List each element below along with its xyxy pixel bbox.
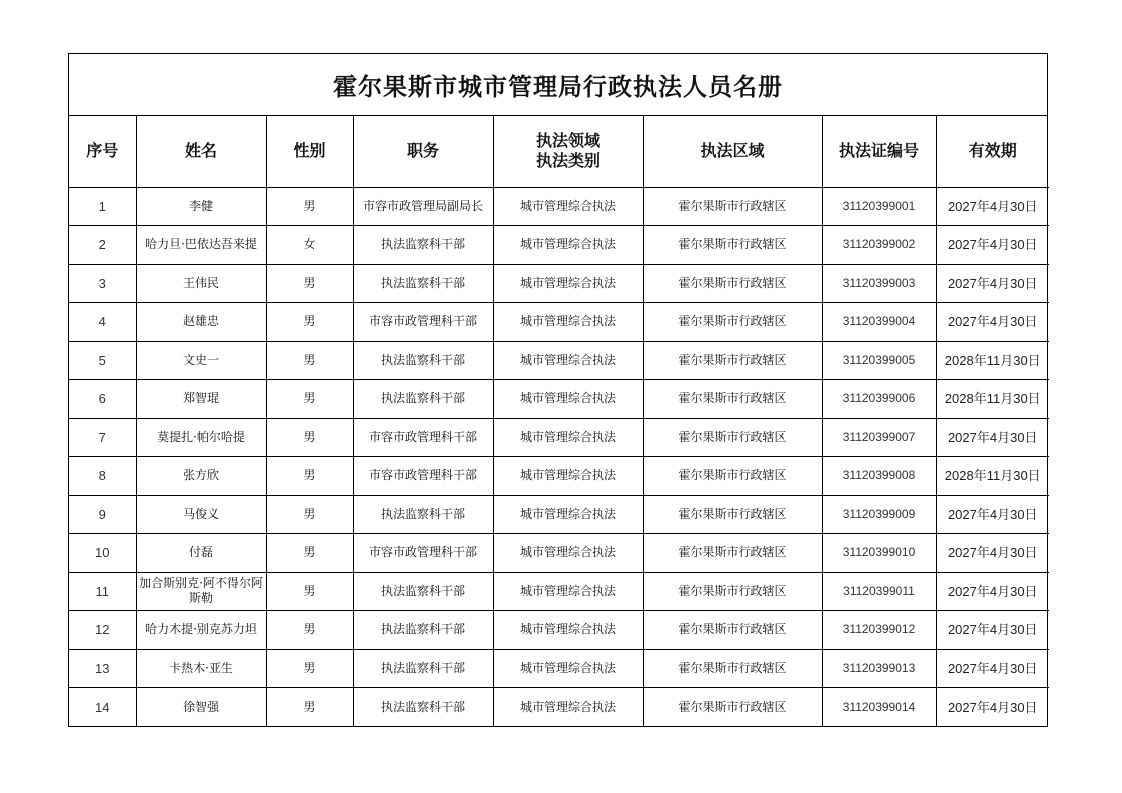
table-row [69, 495, 1049, 534]
cell-position: 执法监察科干部 [353, 611, 493, 650]
cell-cert-no: 31120399013 [822, 649, 936, 688]
cell-position: 市容市政管理局副局长 [353, 187, 493, 226]
cell-cert-no: 31120399009 [822, 495, 936, 534]
cell-name: 哈力旦·巴依达吾来提 [136, 226, 266, 265]
cell-gender: 男 [266, 303, 353, 342]
cell-domain: 城市管理综合执法 [493, 649, 643, 688]
cell-seq: 2 [69, 226, 136, 265]
cell-position: 执法监察科干部 [353, 649, 493, 688]
cell-cert-no: 31120399012 [822, 611, 936, 650]
cell-position: 执法监察科干部 [353, 226, 493, 265]
cell-gender: 男 [266, 572, 353, 611]
page-title: 霍尔果斯市城市管理局行政执法人员名册 [69, 54, 1047, 116]
cell-name: 张方欣 [136, 457, 266, 496]
cell-seq: 5 [69, 341, 136, 380]
cell-position: 执法监察科干部 [353, 380, 493, 419]
cell-valid-until: 2027年4月30日 [936, 264, 1049, 303]
cell-position: 市容市政管理科干部 [353, 457, 493, 496]
cell-region: 霍尔果斯市行政辖区 [643, 226, 822, 265]
header-valid-until: 有效期 [936, 116, 1049, 187]
cell-cert-no: 31120399011 [822, 572, 936, 611]
cell-name: 文史一 [136, 341, 266, 380]
cell-domain: 城市管理综合执法 [493, 688, 643, 727]
cell-name: 徐智强 [136, 688, 266, 727]
roster-table [69, 116, 1049, 726]
cell-valid-until: 2027年4月30日 [936, 611, 1049, 650]
cell-seq: 10 [69, 534, 136, 573]
cell-gender: 男 [266, 264, 353, 303]
table-row [69, 187, 1049, 226]
cell-name: 马俊义 [136, 495, 266, 534]
cell-position: 市容市政管理科干部 [353, 534, 493, 573]
cell-valid-until: 2027年4月30日 [936, 418, 1049, 457]
header-position: 职务 [353, 116, 493, 187]
cell-gender: 男 [266, 380, 353, 419]
cell-valid-until: 2028年11月30日 [936, 457, 1049, 496]
cell-domain: 城市管理综合执法 [493, 457, 643, 496]
cell-valid-until: 2028年11月30日 [936, 341, 1049, 380]
cell-seq: 8 [69, 457, 136, 496]
cell-name: 莫提扎·帕尔哈提 [136, 418, 266, 457]
cell-seq: 9 [69, 495, 136, 534]
cell-domain: 城市管理综合执法 [493, 341, 643, 380]
cell-position: 市容市政管理科干部 [353, 418, 493, 457]
cell-cert-no: 31120399004 [822, 303, 936, 342]
cell-domain: 城市管理综合执法 [493, 572, 643, 611]
cell-cert-no: 31120399006 [822, 380, 936, 419]
header-cert-no: 执法证编号 [822, 116, 936, 187]
cell-valid-until: 2027年4月30日 [936, 572, 1049, 611]
cell-name: 李健 [136, 187, 266, 226]
cell-position: 市容市政管理科干部 [353, 303, 493, 342]
table-row [69, 611, 1049, 650]
cell-domain: 城市管理综合执法 [493, 303, 643, 342]
cell-domain: 城市管理综合执法 [493, 380, 643, 419]
cell-valid-until: 2028年11月30日 [936, 380, 1049, 419]
cell-valid-until: 2027年4月30日 [936, 534, 1049, 573]
cell-domain: 城市管理综合执法 [493, 534, 643, 573]
header-domain-line2: 执法类别 [535, 151, 600, 171]
cell-position: 执法监察科干部 [353, 495, 493, 534]
header-domain [493, 116, 643, 187]
table-row [69, 534, 1049, 573]
header-name: 姓名 [136, 116, 266, 187]
cell-valid-until: 2027年4月30日 [936, 649, 1049, 688]
cell-region: 霍尔果斯市行政辖区 [643, 341, 822, 380]
cell-region: 霍尔果斯市行政辖区 [643, 418, 822, 457]
cell-region: 霍尔果斯市行政辖区 [643, 380, 822, 419]
cell-seq: 6 [69, 380, 136, 419]
cell-position: 执法监察科干部 [353, 341, 493, 380]
cell-region: 霍尔果斯市行政辖区 [643, 611, 822, 650]
table-row [69, 572, 1049, 611]
cell-position: 执法监察科干部 [353, 688, 493, 727]
cell-gender: 男 [266, 534, 353, 573]
cell-gender: 男 [266, 495, 353, 534]
table-row [69, 226, 1049, 265]
cell-gender: 男 [266, 187, 353, 226]
cell-gender: 男 [266, 457, 353, 496]
cell-region: 霍尔果斯市行政辖区 [643, 572, 822, 611]
cell-seq: 11 [69, 572, 136, 611]
cell-valid-until: 2027年4月30日 [936, 226, 1049, 265]
table-row [69, 457, 1049, 496]
table-row [69, 418, 1049, 457]
header-seq: 序号 [69, 116, 136, 187]
table-header-row [69, 116, 1049, 187]
roster-sheet [68, 53, 1048, 727]
table-row [69, 303, 1049, 342]
cell-name: 赵雄忠 [136, 303, 266, 342]
cell-cert-no: 31120399002 [822, 226, 936, 265]
cell-name: 王伟民 [136, 264, 266, 303]
cell-cert-no: 31120399014 [822, 688, 936, 727]
cell-region: 霍尔果斯市行政辖区 [643, 688, 822, 727]
cell-region: 霍尔果斯市行政辖区 [643, 495, 822, 534]
cell-name: 卡热木·亚生 [136, 649, 266, 688]
cell-region: 霍尔果斯市行政辖区 [643, 534, 822, 573]
cell-region: 霍尔果斯市行政辖区 [643, 187, 822, 226]
cell-gender: 男 [266, 649, 353, 688]
cell-gender: 女 [266, 226, 353, 265]
cell-name: 付磊 [136, 534, 266, 573]
header-gender: 性别 [266, 116, 353, 187]
cell-seq: 12 [69, 611, 136, 650]
cell-name: 哈力木提·别克苏力坦 [136, 611, 266, 650]
cell-gender: 男 [266, 611, 353, 650]
cell-valid-until: 2027年4月30日 [936, 187, 1049, 226]
cell-valid-until: 2027年4月30日 [936, 688, 1049, 727]
cell-region: 霍尔果斯市行政辖区 [643, 264, 822, 303]
cell-seq: 1 [69, 187, 136, 226]
table-row [69, 380, 1049, 419]
table-row [69, 341, 1049, 380]
cell-domain: 城市管理综合执法 [493, 226, 643, 265]
cell-cert-no: 31120399010 [822, 534, 936, 573]
cell-region: 霍尔果斯市行政辖区 [643, 649, 822, 688]
cell-domain: 城市管理综合执法 [493, 418, 643, 457]
cell-region: 霍尔果斯市行政辖区 [643, 303, 822, 342]
cell-region: 霍尔果斯市行政辖区 [643, 457, 822, 496]
cell-gender: 男 [266, 688, 353, 727]
cell-position: 执法监察科干部 [353, 264, 493, 303]
roster-body [69, 187, 1049, 726]
cell-valid-until: 2027年4月30日 [936, 495, 1049, 534]
header-region: 执法区域 [643, 116, 822, 187]
cell-gender: 男 [266, 418, 353, 457]
cell-cert-no: 31120399005 [822, 341, 936, 380]
header-domain-line1: 执法领域 [535, 131, 600, 151]
table-row [69, 264, 1049, 303]
cell-seq: 4 [69, 303, 136, 342]
cell-seq: 14 [69, 688, 136, 727]
cell-seq: 3 [69, 264, 136, 303]
cell-domain: 城市管理综合执法 [493, 264, 643, 303]
cell-valid-until: 2027年4月30日 [936, 303, 1049, 342]
cell-seq: 13 [69, 649, 136, 688]
cell-domain: 城市管理综合执法 [493, 495, 643, 534]
cell-domain: 城市管理综合执法 [493, 611, 643, 650]
cell-cert-no: 31120399003 [822, 264, 936, 303]
cell-domain: 城市管理综合执法 [493, 187, 643, 226]
cell-seq: 7 [69, 418, 136, 457]
cell-gender: 男 [266, 341, 353, 380]
cell-cert-no: 31120399007 [822, 418, 936, 457]
cell-position: 执法监察科干部 [353, 572, 493, 611]
table-row [69, 649, 1049, 688]
cell-name: 郑智琨 [136, 380, 266, 419]
cell-name: 加合斯别克·阿不得尔阿斯勒 [136, 572, 266, 611]
cell-cert-no: 31120399008 [822, 457, 936, 496]
cell-cert-no: 31120399001 [822, 187, 936, 226]
table-row [69, 688, 1049, 727]
